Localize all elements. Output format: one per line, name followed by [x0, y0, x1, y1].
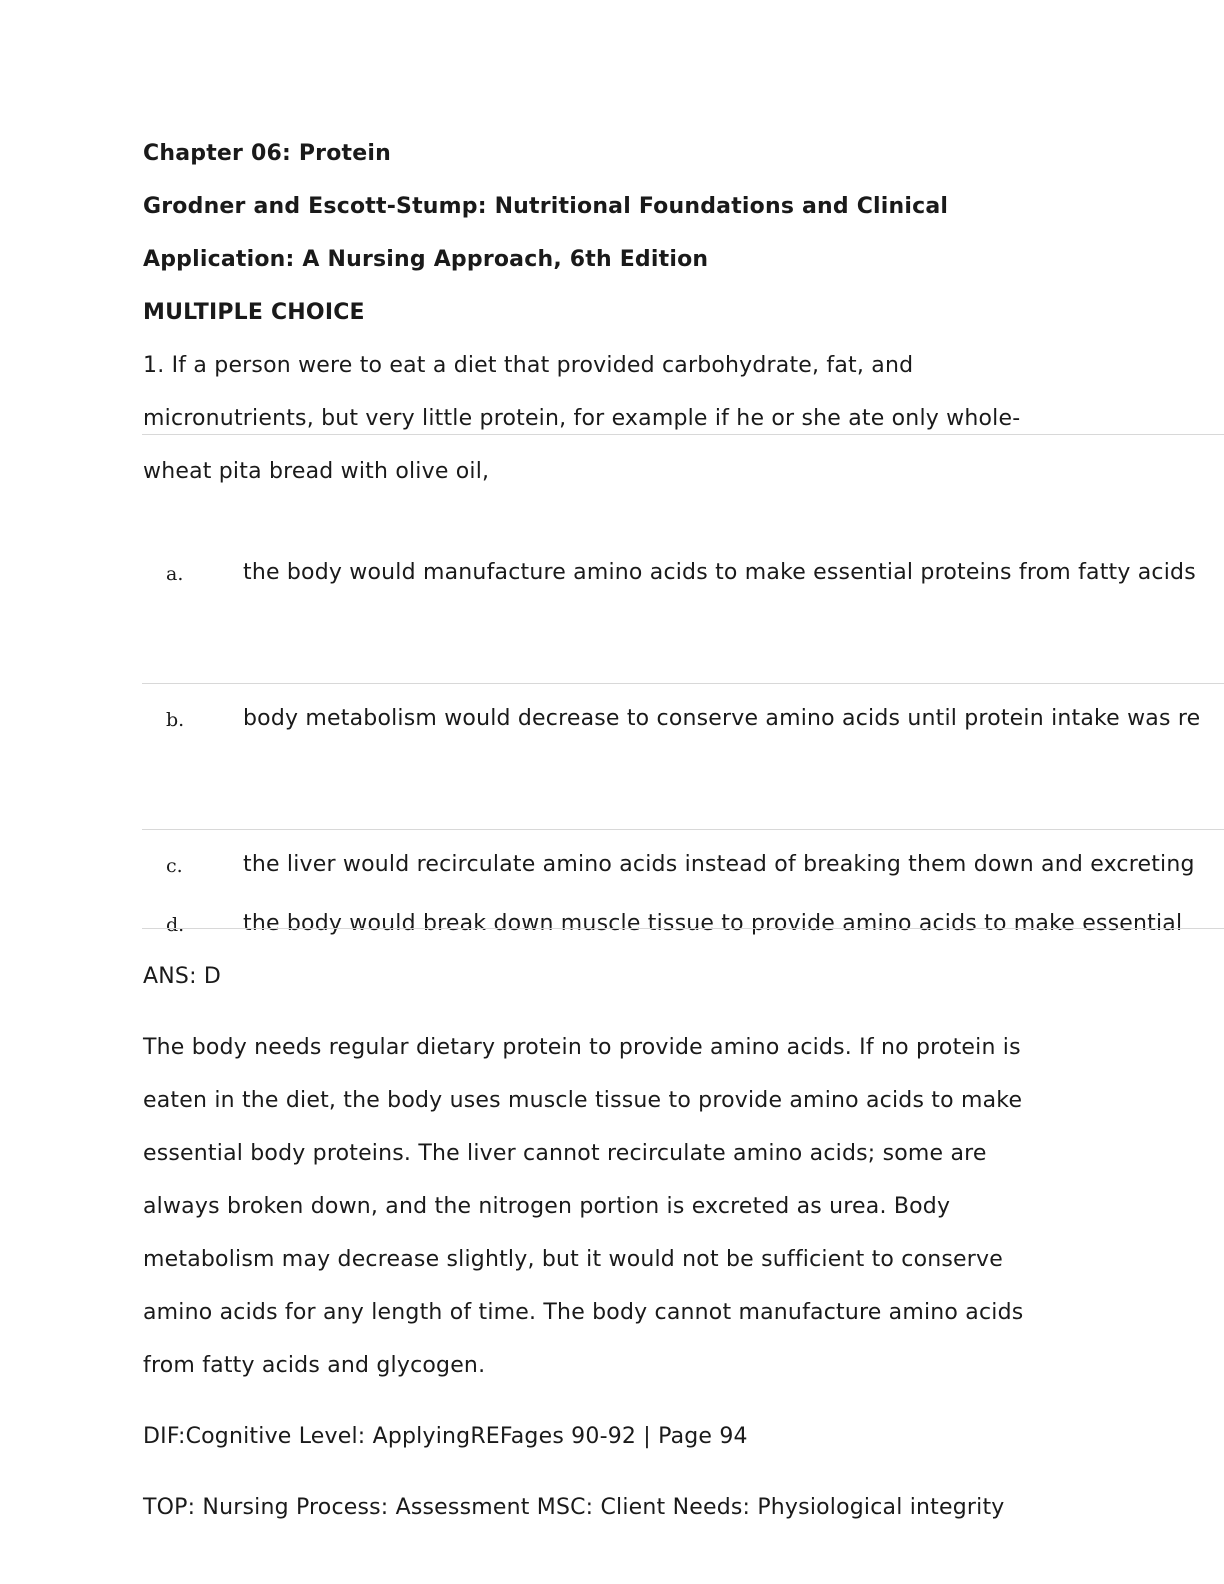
rationale-line: from fatty acids and glycogen.: [143, 1353, 486, 1378]
answer-key: ANS: D: [143, 964, 222, 989]
option-text: the body would break down muscle tissue to provide amino acids to make essential: [243, 911, 1183, 936]
book-title-line-2: Application: A Nursing Approach, 6th Edition: [143, 247, 709, 272]
question-stem-line-3: wheat pita bread with olive oil,: [143, 459, 490, 484]
option-letter: b.: [166, 709, 185, 731]
option-letter: c.: [166, 855, 183, 877]
divider: [142, 434, 1224, 435]
divider: [142, 829, 1224, 830]
option-text: the liver would recirculate amino acids instead of breaking them down and excreting: [243, 852, 1195, 877]
rationale-line: metabolism may decrease slightly, but it would not be sufficient to conserve: [143, 1247, 1003, 1272]
topic-client-needs: TOP: Nursing Process: Assessment MSC: Client Needs: Physiological integrity: [143, 1495, 1005, 1520]
book-title-line-1: Grodner and Escott-Stump: Nutritional Foundations and Clinical: [143, 194, 949, 219]
rationale-line: always broken down, and the nitrogen portion is excreted as urea. Body: [143, 1194, 951, 1219]
section-heading: MULTIPLE CHOICE: [143, 300, 365, 325]
rationale-line: amino acids for any length of time. The body cannot manufacture amino acids: [143, 1300, 1024, 1325]
question-stem-line-2: micronutrients, but very little protein, for example if he or she ate only whole-: [143, 406, 1021, 431]
option-letter: a.: [166, 563, 184, 585]
rationale-line: eaten in the diet, the body uses muscle tissue to provide amino acids to make: [143, 1088, 1023, 1113]
question-stem-line-1: 1. If a person were to eat a diet that provided carbohydrate, fat, and: [143, 353, 914, 378]
chapter-title: Chapter 06: Protein: [143, 141, 391, 166]
rationale-line: The body needs regular dietary protein to provide amino acids. If no protein is: [143, 1035, 1021, 1060]
difficulty-reference: DIF:Cognitive Level: ApplyingREFages 90-92 | Page 94: [143, 1424, 748, 1449]
option-letter: d.: [166, 914, 185, 936]
option-text: the body would manufacture amino acids to make essential proteins from fatty acids: [243, 560, 1196, 585]
rationale-line: essential body proteins. The liver cannot recirculate amino acids; some are: [143, 1141, 987, 1166]
option-text: body metabolism would decrease to conserve amino acids until protein intake was re: [243, 706, 1201, 731]
divider: [142, 683, 1224, 684]
divider: [142, 928, 1224, 929]
